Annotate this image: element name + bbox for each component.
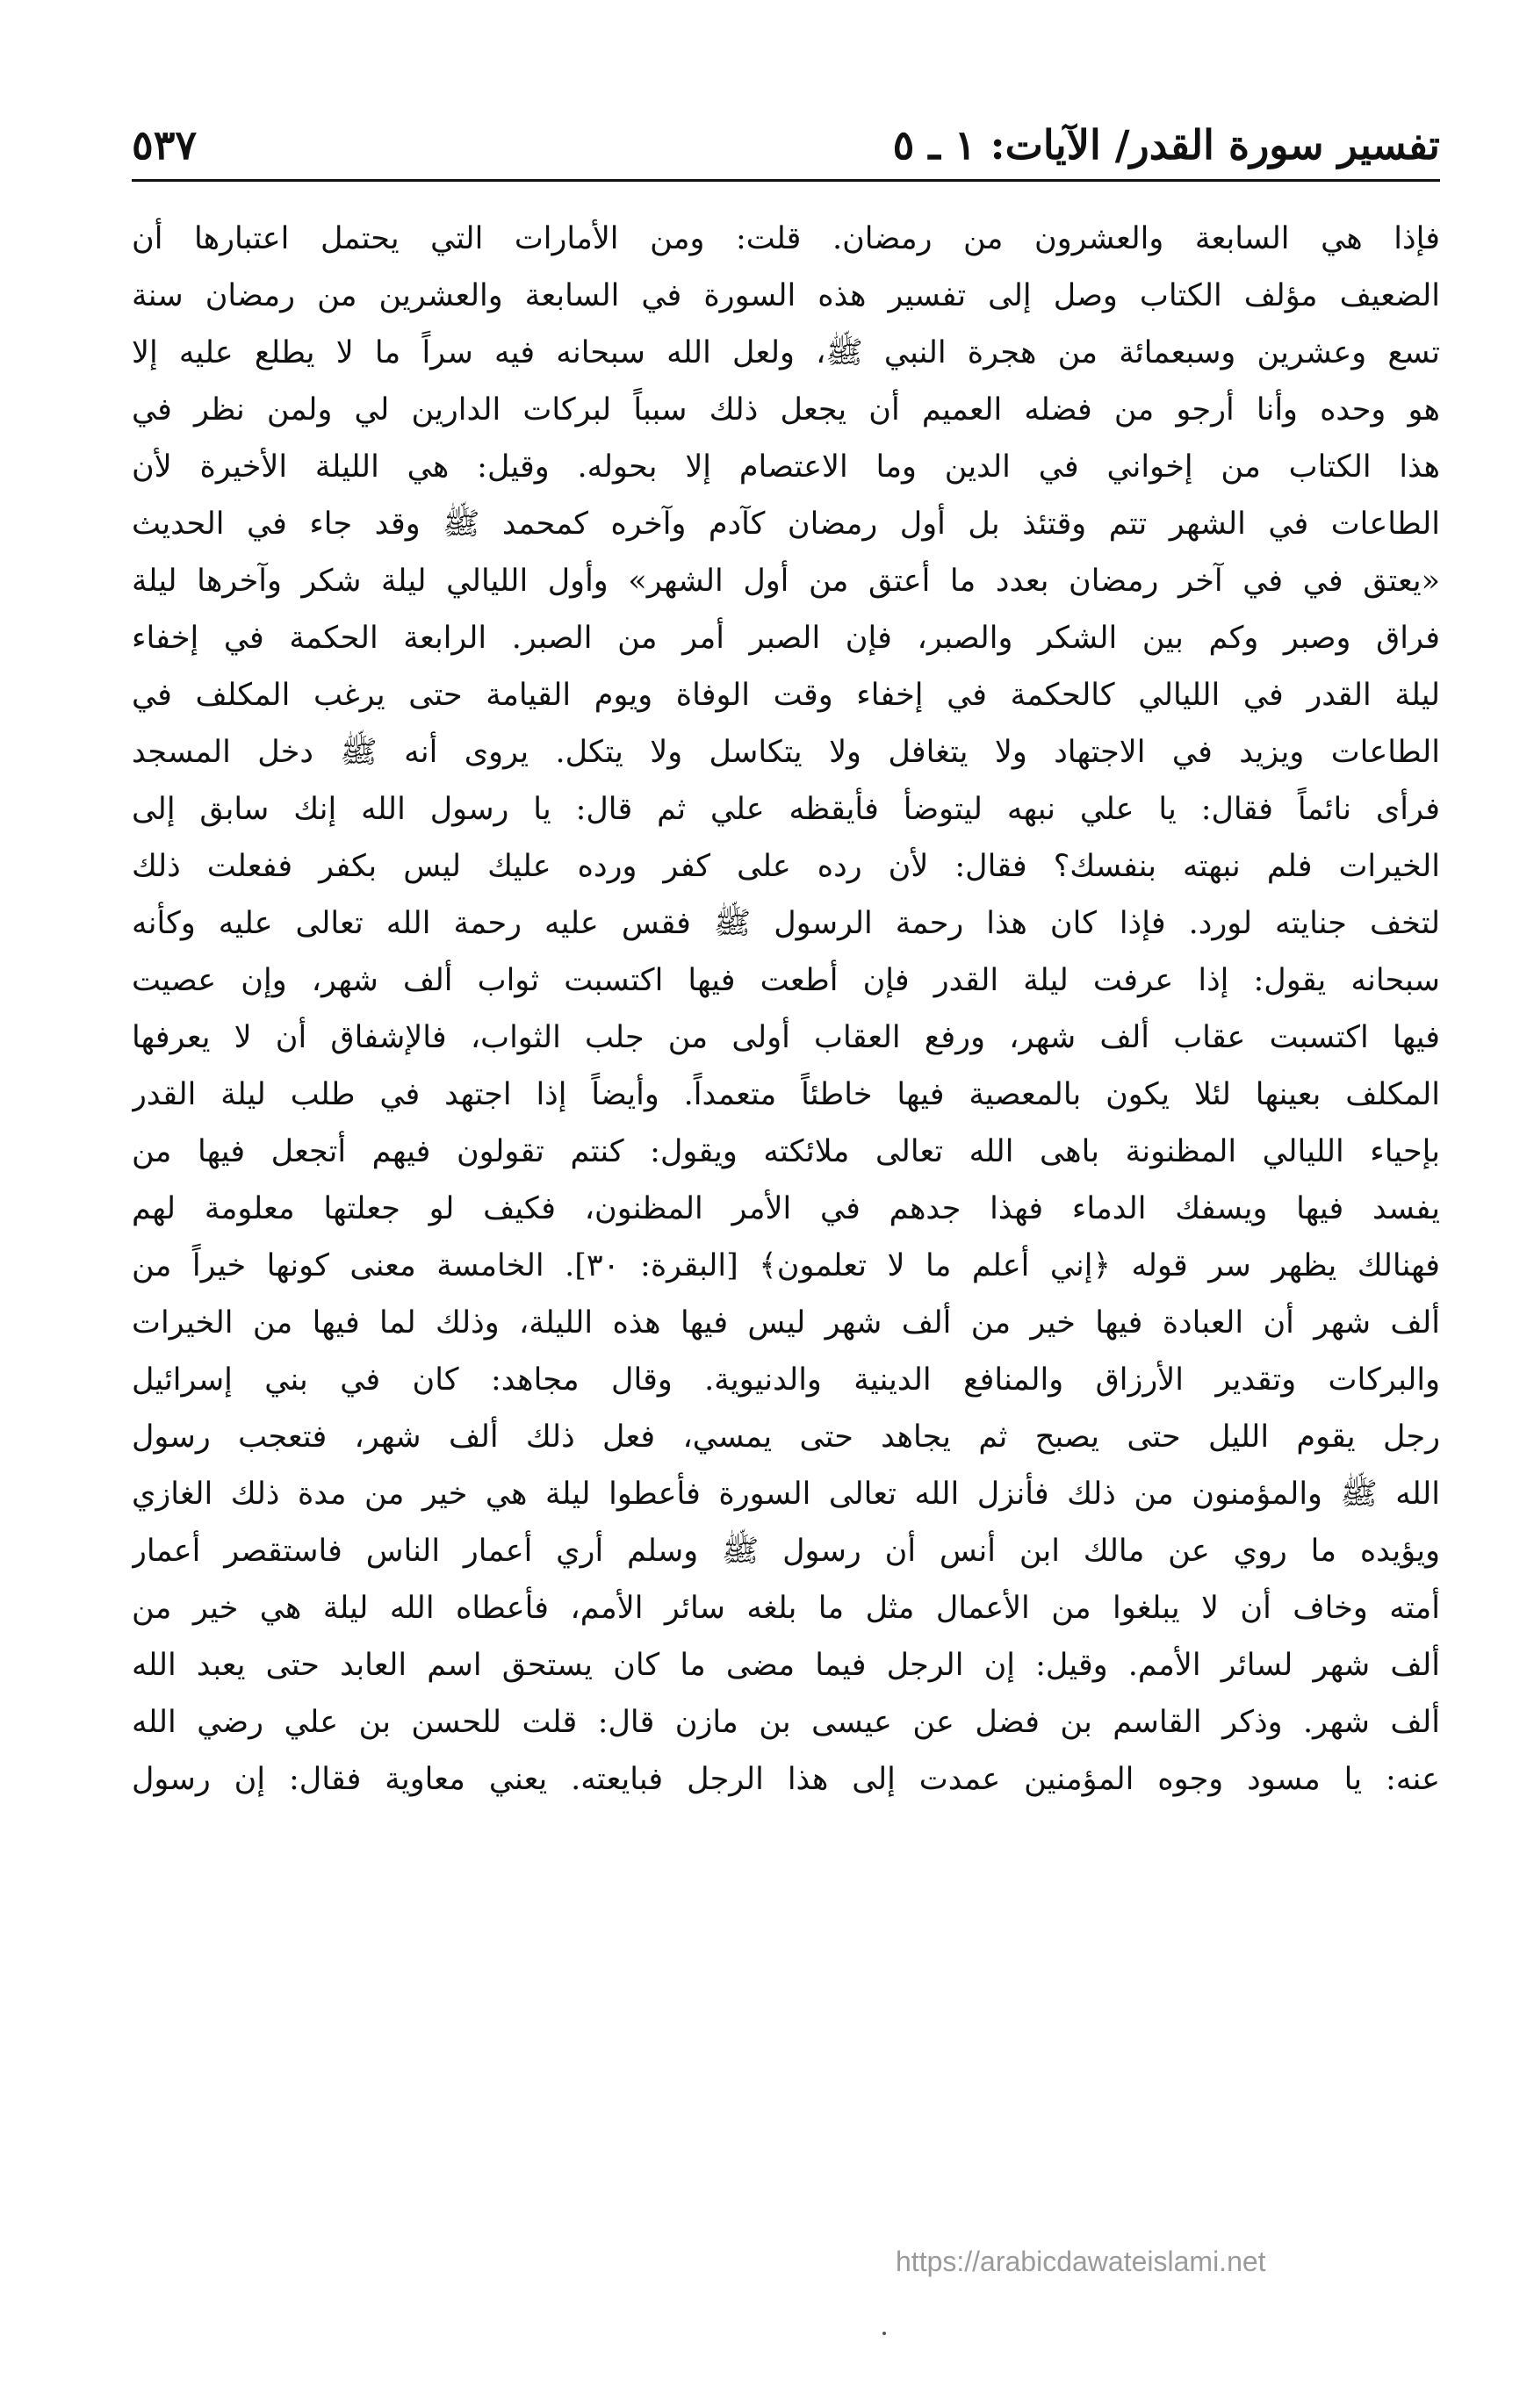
text-line: ألف شهر لسائر الأمم. وقيل: إن الرجل فيما مضى ما كان يستحق اسم العابد حتى يعبد الله — [132, 1648, 1440, 1683]
text-line: هذا الكتاب من إخواني في الدين وما الاعتصام إلا بحوله. وقيل: هي الليلة الأخيرة لأن — [132, 449, 1440, 485]
text-line: ألف شهر أن العبادة فيها خير من ألف شهر ليس فيها هذه الليلة، وذلك لما فيها من الخيرات — [132, 1305, 1440, 1341]
text-line: الخيرات فلم نبهته بنفسك؟ فقال: لأن رده على كفر ورده عليك ليس بكفر ففعلت ذلك — [132, 849, 1440, 884]
text-line: ألف شهر. وذكر القاسم بن فضل عن عيسى بن مازن قال: قلت للحسن بن علي رضي الله — [132, 1705, 1440, 1740]
text-line: ويؤيده ما روي عن مالك ابن أنس أن رسول ﷺ وسلم أري أعمار الناس فاستقصر أعمار — [132, 1534, 1440, 1569]
text-line: «يعتق في في آخر رمضان بعدد ما أعتق من أول الشهر» وأول الليالي ليلة شكر وآخرها ليلة — [132, 564, 1440, 599]
text-line: فرأى نائماً فقال: يا علي نبهه ليتوضأ فأيقظه علي ثم قال: يا رسول الله إنك سابق إلى — [132, 792, 1440, 827]
text-line: يفسد فيها ويسفك الدماء فهذا جدهم في الأمر المظنون، فكيف لو جعلتها معلومة لهم — [132, 1191, 1440, 1226]
text-line: المكلف بعينها لئلا يكون بالمعصية فيها خاطئاً متعمداً. وأيضاً إذا اجتهد في طلب ليلة القدر — [132, 1077, 1440, 1112]
text-line: بإحياء الليالي المظنونة باهى الله تعالى ملائكته ويقول: كنتم تقولون فيهم أتجعل فيها من — [132, 1134, 1440, 1169]
page-header — [132, 112, 1440, 174]
text-line: رجل يقوم الليل حتى يصبح ثم يجاهد حتى يمسي، فعل ذلك ألف شهر، فتعجب رسول — [132, 1420, 1440, 1455]
watermark-url: https://arabicdawateislami.net — [896, 2246, 1266, 2277]
page-mark — [882, 2332, 886, 2335]
text-line: أمته وخاف أن لا يبلغوا من الأعمال مثل ما بلغه سائر الأمم، فأعطاه الله ليلة هي خير من — [132, 1591, 1440, 1626]
text-line: سبحانه يقول: إذا عرفت ليلة القدر فإن أطعت فيها اكتسبت ثواب ألف شهر، وإن عصيت — [132, 963, 1440, 998]
page-number: ٥٣٧ — [132, 121, 198, 169]
text-line: فإذا هي السابعة والعشرون من رمضان. قلت: ومن الأمارات التي يحتمل اعتبارها أن — [132, 221, 1440, 256]
text-line: ليلة القدر في الليالي كالحكمة في إخفاء وقت الوفاة ويوم القيامة حتى يرغب المكلف في — [132, 678, 1440, 713]
header-divider — [132, 179, 1440, 182]
text-line: عنه: يا مسود وجوه المؤمنين عمدت إلى هذا الرجل فبايعته. يعني معاوية فقال: إن رسول — [132, 1762, 1440, 1797]
text-line: الطاعات في الشهر تتم وقتئذ بل أول رمضان كآدم وآخره كمحمد ﷺ وقد جاء في الحديث — [132, 507, 1440, 542]
text-line: الله ﷺ والمؤمنون من ذلك فأنزل الله تعالى السورة فأعطوا ليلة هي خير من مدة ذلك الغازي — [132, 1477, 1440, 1512]
running-title: تفسير سورة القدر/ الآيات: ١ ـ ٥ — [892, 121, 1440, 169]
text-line: والبركات وتقدير الأرزاق والمنافع الدينية والدنيوية. وقال مجاهد: كان في بني إسرائيل — [132, 1362, 1440, 1398]
text-line: هو وحده وأنا أرجو من فضله العميم أن يجعل ذلك سبباً لبركات الدارين لي ولمن نظر في — [132, 392, 1440, 428]
text-line: لتخف جنايته لورد. فإذا كان هذا رحمة الرسول ﷺ فقس عليه رحمة الله تعالى عليه وكأنه — [132, 906, 1440, 941]
text-line: الضعيف مؤلف الكتاب وصل إلى تفسير هذه السورة في السابعة والعشرين من رمضان سنة — [132, 278, 1440, 313]
text-line: الطاعات ويزيد في الاجتهاد ولا يتغافل ولا يتكاسل ولا يتكل. يروى أنه ﷺ دخل المسجد — [132, 735, 1440, 770]
text-line: فراق وصبر وكم بين الشكر والصبر، فإن الصبر أمر من الصبر. الرابعة الحكمة في إخفاء — [132, 621, 1440, 656]
body-text — [132, 211, 1440, 1808]
text-line: فهنالك يظهر سر قوله ﴿إني أعلم ما لا تعلمون﴾ [البقرة: ٣٠]. الخامسة معنى كونها خيراً من — [132, 1248, 1440, 1283]
text-line: تسع وعشرين وسبعمائة من هجرة النبي ﷺ، ولعل الله سبحانه فيه سراً ما لا يطلع عليه إلا — [132, 335, 1440, 370]
text-line: فيها اكتسبت عقاب ألف شهر، ورفع العقاب أولى من جلب الثواب، فالإشفاق أن لا يعرفها — [132, 1020, 1440, 1055]
